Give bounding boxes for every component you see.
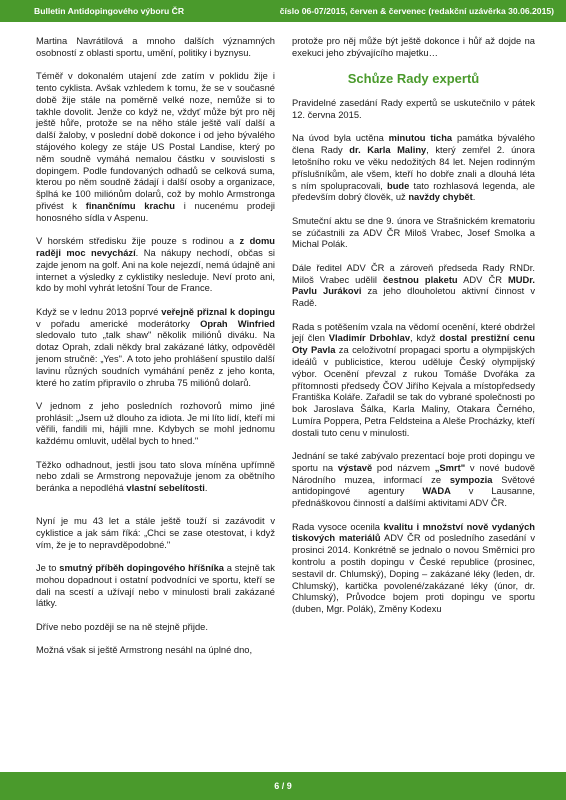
page-header bbox=[0, 0, 566, 22]
paragraph: Téměř v dokonalém utajení zde zatím v poklidu žije i tento cyklista. Avšak vzhledem k tomu, že se v současné době žije stále na poměrně velké noze, nemůže si to takhle dovolit. Jenže co když ne, vždyť může být pro něj ještě hůře, protože se na něho stále ještě valí další a další žaloby, v poslední době dokonce i od jeho bývalého stájového kolegy ze stáje US Postal Landise, který po něm soudně vymáhá nemalou částku v souvislosti s dopingem. Podle fundovaných odhadů se celková suma, kterou po něm soudně žádají i další osoby a organizace, šplhá ke 100 miliónům dolarů, což by mohlo Armstronga přivést k finančnímu krachu i nucenému prodeji honosného sídla v Aspenu. bbox=[36, 71, 275, 223]
right-column bbox=[292, 36, 535, 628]
paragraph: V jednom z jeho posledních rozhovorů mimo jiné prohlásil: „Jsem už dlouho za idiota. Je mi líto lidí, kteří mi věřili, fandili mi, hájili mne. Kdybych se mohl jednomu každému omluvit, udělal bych to hned." bbox=[36, 400, 275, 447]
page-number: 6 / 9 bbox=[274, 781, 292, 791]
paragraph: Když se v lednu 2013 poprvé veřejně přiznal k dopingu v pořadu americké moderátorky Oprah Winfried sledovalo tuto „talk shaw" několik miliónů diváku. Na dotaz Oprah, zdali někdy bral zakázané látky, odpověděl jenom stručně: „Yes". A toto jeho prohlášení spustilo další lavinu různých soudních vymáhání peněz z jeho konta, které ho zatím připravilo o zhruba 75 miliónů dolarů. bbox=[36, 306, 276, 388]
paragraph: V horském středisku žije pouze s rodinou a z domu raději moc nevychází. Na nákupy nechodí, občas si zajde jenom na golf. Ani na kole nejezdí, nemá údajně ani internet a výsledky z cyklistiky nesleduje. Neví proto ani, kdo by mohl vyhrát letošní Tour de France. bbox=[36, 236, 276, 294]
page-footer bbox=[0, 772, 566, 800]
paragraph: protože pro něj může být ještě dokonce i hůř až dojde na exekuci jeho zbývajícího majetku… bbox=[292, 36, 535, 58]
left-column bbox=[36, 36, 275, 669]
paragraph: Nyní je mu 43 let a stále ještě touží si zazávodit v cyklistice a jak sám říká: „Chci se zase otestovat, i když vím, že je to nepravděpodobné." bbox=[36, 516, 275, 550]
paragraph: Smuteční aktu se dne 9. února ve Strašnickém krematoriu se zúčastnili za ADV ČR Miloš Vrabec, Josef Smolka a Michal Polák. bbox=[292, 215, 535, 250]
paragraph: Jednání se také zabývalo prezentací boje proti dopingu ve sportu na výstavě pod názvem „Smrt" v nové budově Národního muzea, informací ze sympozia Světové antidopingové agentury WADA v Lausanne, přednáškovou činností a dalšími aktivitami ADV ČR. bbox=[292, 451, 535, 509]
paragraph: Dále ředitel ADV ČR a zároveň předseda Rady RNDr. Miloš Vrabec udělil čestnou plaketu ADV ČR MUDr. Pavlu Jurákovi za jeho dlouholetou aktivní činnost v Radě. bbox=[292, 262, 535, 309]
bulletin-title: Bulletin Antidopingového výboru ČR bbox=[34, 6, 185, 16]
paragraph: Na úvod byla uctěna minutou ticha památka bývalého člena Rady dr. Karla Maliny, který zemřel 2. února letošního roku ve věku nedožitých 84 let. Nejen rodinným příslušníkům, ale všem, kteří ho dobře znali a dlouhá léta s ním spolupracovali, bude tato rozhlasová legenda, ale především dobrý člověk, už navždy chybět. bbox=[292, 133, 535, 203]
section-heading: Schůze Rady expertů bbox=[347, 71, 480, 87]
issue-info: číslo 06-07/2015, červen & červenec (redakční uzávěrka 30.06.2015) bbox=[279, 6, 554, 16]
paragraph: Možná však si ještě Armstrong nesáhl na úplné dno, bbox=[36, 645, 253, 656]
paragraph: Rada s potěšením vzala na vědomí ocenění, které obdržel její člen Vladimír Drbohlav, když dostal prestižní cenu Oty Pavla za celoživotní propagaci sportu a olympijských ideálů v publicistice, kterou uděluje Český olympijský výbor. Ocenění převzal z rukou Tomáše Dvořáka za přítomnosti předsedy ČOV Jiřího Kejvala a místopředsedy Františka Koláře. Zařadil se tak do vybrané společnosti po bok Jaroslava Šálka, Karla Maliny, Otakara Černého, Lumíra Poppera, Petra Feldsteina a Aleše Procházky, kteří dostali tuto cenu v minulosti. bbox=[292, 321, 535, 438]
paragraph: Pravidelné zasedání Rady expertů se uskutečnilo v pátek 12. června 2015. bbox=[292, 98, 535, 120]
paragraph: Rada vysoce ocenila kvalitu i množství nově vydaných tiskových materiálů ADV ČR od posledního zasedání v prosinci 2014. Konkrétně se jednalo o novou Směrnici pro kontrolu a postih dopingu v České republice (prosinec, sestavil dr. Chlumský), Doping – zakázané léky (leden, dr. Chlumský), kartička povolené/zakázané léky (únor, dr. Chlumský), Průvodce bojem proti dopingu ve sportu (duben, Mgr. Polák), Změny Kodexu bbox=[292, 521, 535, 615]
paragraph: Dříve nebo později se na ně stejně přijde. bbox=[36, 621, 208, 632]
paragraph: Martina Navrátilová a mnoho dalších významných osobností z oblasti sportu, umění, politiky i byznysu. bbox=[36, 36, 275, 58]
paragraph: Je to smutný příběh dopingového hříšníka a stejně tak mohou dopadnout i ostatní podvodníci ve sportu, kteří se dali na scestí a užívají nebo v minulosti brali zakázané látky. bbox=[36, 563, 275, 609]
paragraph: Těžko odhadnout, jestli jsou tato slova míněna upřímně nebo zdali se Armstrong nepovažuje jenom za obětního beránka a nepodléhá vlastní sebelítosti. bbox=[36, 459, 275, 494]
